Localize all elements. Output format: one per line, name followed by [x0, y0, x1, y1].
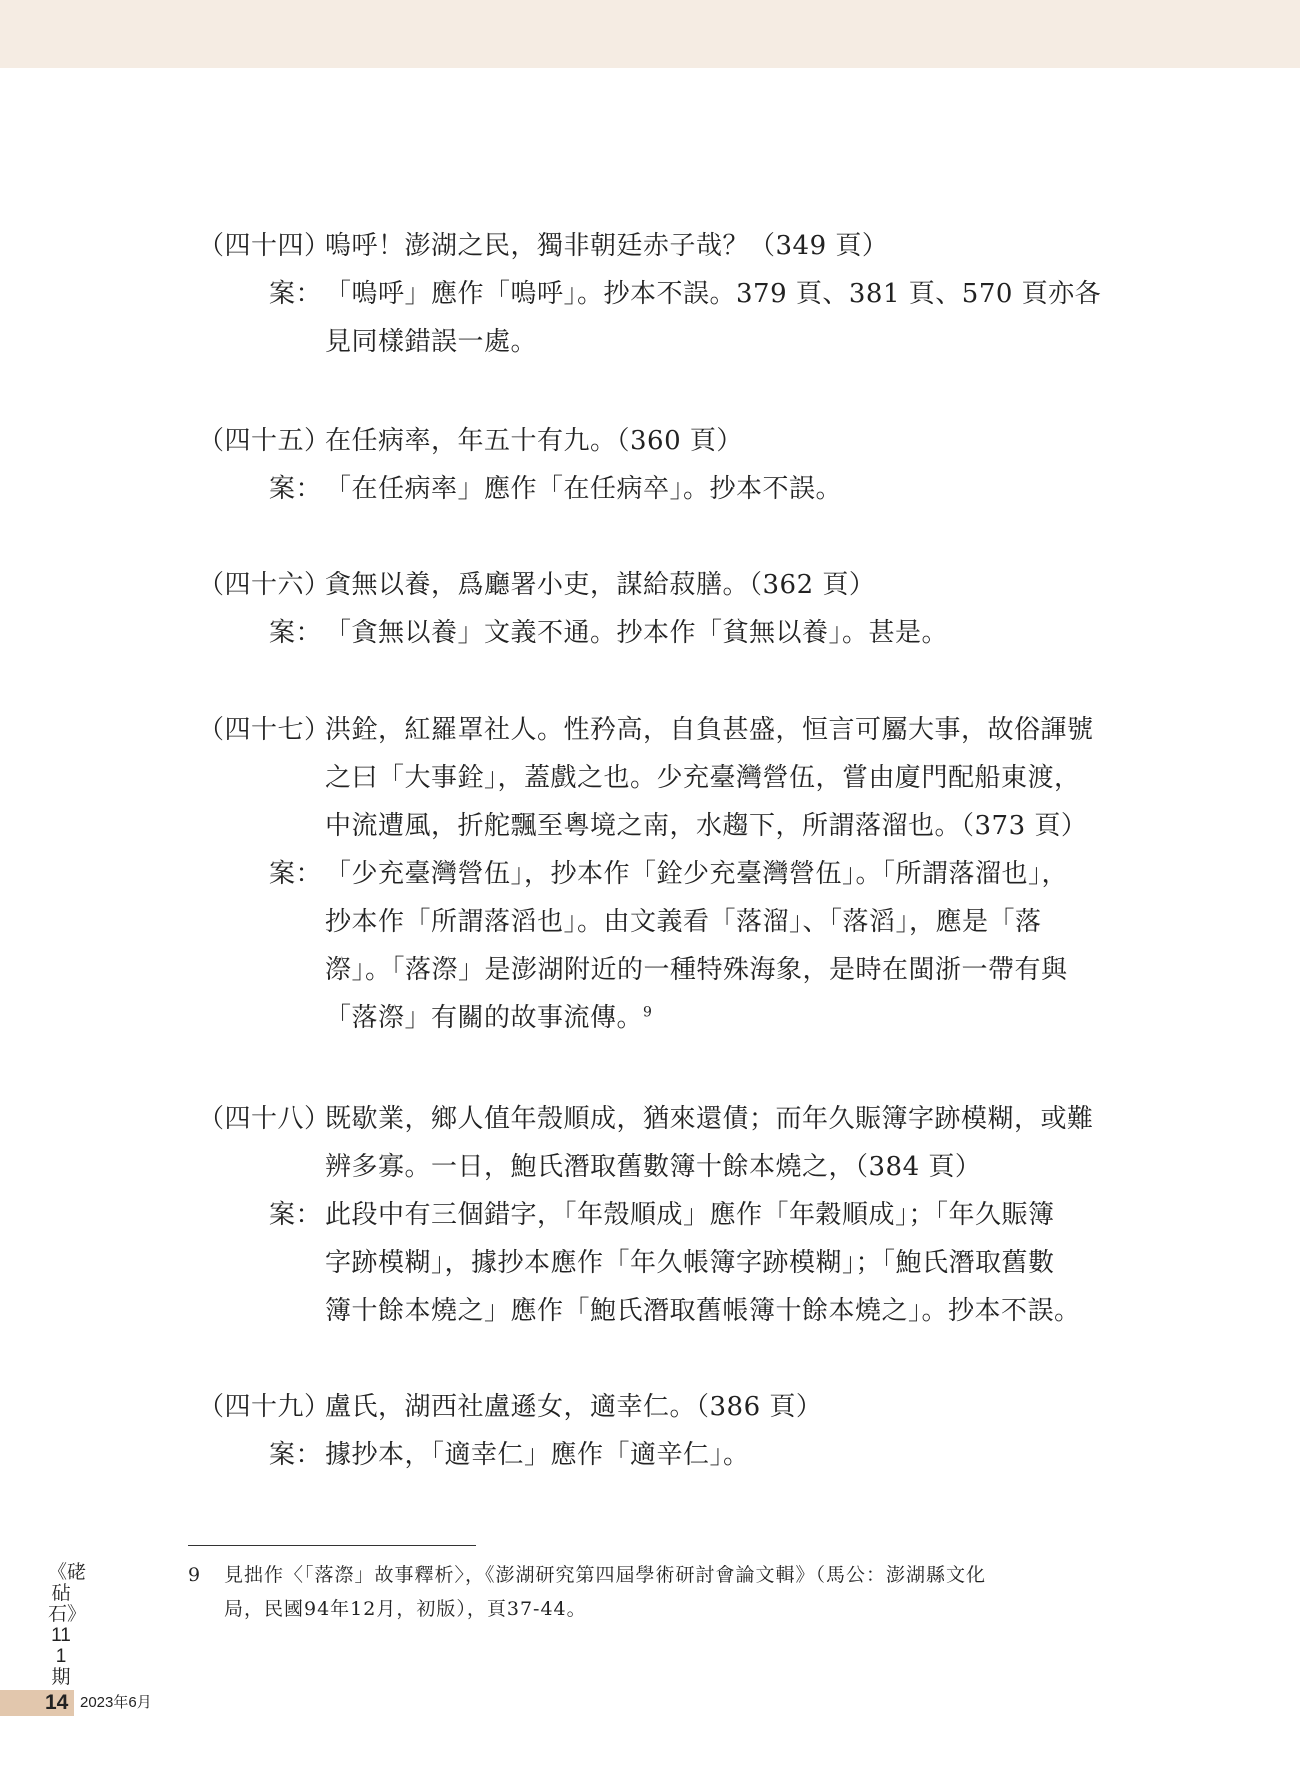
entry-number: （四十八） — [198, 1104, 331, 1134]
note-line: 見同樣錯誤一處。 — [325, 327, 538, 357]
note-label: 案： — [269, 1440, 323, 1470]
note-line: 「嗚呼」應作「嗚呼」。抄本不誤。379 頁、381 頁、570 頁亦各 — [325, 279, 1102, 309]
top-band — [0, 0, 1300, 68]
entry-46 — [198, 561, 1113, 657]
footnote-line: 見拙作〈「落漈」故事釋析〉，《澎湖研究第四屆學術研討會論文輯》（馬公：澎湖縣文化 — [224, 1564, 987, 1586]
entry-49 — [198, 1383, 1113, 1479]
footnote-ref[interactable]: 9 — [643, 1004, 653, 1021]
note-line: 「少充臺灣營伍」，抄本作「銓少充臺灣營伍」。「所謂落溜也」， — [325, 859, 1069, 889]
journal-title: 《硓砧石》111期 — [48, 1562, 87, 1688]
quote-line: 盧氏，湖西社盧遜女，適幸仁。（386 頁） — [325, 1392, 823, 1422]
note-line: 漈」。「落漈」是澎湖附近的一種特殊海象，是時在閩浙一帶有與 — [325, 955, 1068, 985]
entry-number: （四十五） — [198, 426, 331, 456]
entry-number: （四十七） — [198, 715, 331, 745]
note-line: 「貪無以養」文義不通。抄本作「貧無以養」。甚是。 — [325, 618, 949, 648]
entry-45 — [198, 417, 1113, 513]
note-line: 抄本作「所謂落滔也」。由文義看「落溜」、「落滔」，應是「落 — [325, 907, 1042, 937]
entry-number: （四十九） — [198, 1392, 331, 1422]
note-label: 案： — [269, 279, 323, 309]
footnote-line: 局，民國94年12月，初版），頁37-44。 — [224, 1598, 587, 1620]
note-label: 案： — [269, 474, 323, 504]
note-line: 字跡模糊」，據抄本應作「年久帳簿字跡模糊」；「鮑氏潛取舊數 — [325, 1248, 1055, 1278]
footnote — [188, 1558, 1113, 1626]
quote-line: 既歇業，鄉人值年殼順成，猶來還債；而年久賑簿字跡模糊，或難 — [325, 1104, 1094, 1134]
entry-number: （四十六） — [198, 570, 331, 600]
entry-44 — [198, 222, 1113, 366]
note-label: 案： — [269, 859, 323, 889]
issue-date: 2023年6月 — [80, 1694, 152, 1711]
footnote-number: 9 — [188, 1564, 202, 1586]
quote-line: 辨多寡。一日，鮑氏潛取舊數簿十餘本燒之，（384 頁） — [325, 1152, 982, 1182]
quote-line: 嗚呼！澎湖之民，獨非朝廷赤子哉？（349 頁） — [325, 231, 889, 261]
note-line: 「在任病率」應作「在任病卒」。抄本不誤。 — [325, 474, 843, 504]
entry-48 — [198, 1095, 1113, 1335]
entry-number: （四十四） — [198, 231, 331, 261]
quote-line: 中流遭風，折舵飄至粵境之南，水趨下，所謂落溜也。（373 頁） — [325, 811, 1088, 841]
quote-line: 之曰「大事銓」，蓋戲之也。少充臺灣營伍，嘗由廈門配船東渡， — [325, 763, 1081, 793]
note-line: 此段中有三個錯字，「年殼順成」應作「年穀順成」；「年久賑簿 — [325, 1200, 1055, 1230]
entry-47 — [198, 706, 1113, 1042]
note-line: 據抄本，「適幸仁」應作「適辛仁」。 — [325, 1440, 750, 1470]
note-label: 案： — [269, 618, 323, 648]
quote-line: 在任病率，年五十有九。（360 頁） — [325, 426, 743, 456]
quote-line: 貪無以養，爲廳署小吏，謀給菽膳。（362 頁） — [325, 570, 876, 600]
note-line: 「落漈」有關的故事流傳。 — [325, 1003, 644, 1033]
quote-line: 洪銓，紅羅罩社人。性矜高，自負甚盛，恒言可屬大事，故俗諢號 — [325, 715, 1094, 745]
footnote-divider — [188, 1545, 476, 1546]
note-label: 案： — [269, 1200, 323, 1230]
note-line: 簿十餘本燒之」應作「鮑氏潛取舊帳簿十餘本燒之」。抄本不誤。 — [325, 1296, 1081, 1326]
page-number: 14 — [45, 1691, 69, 1714]
